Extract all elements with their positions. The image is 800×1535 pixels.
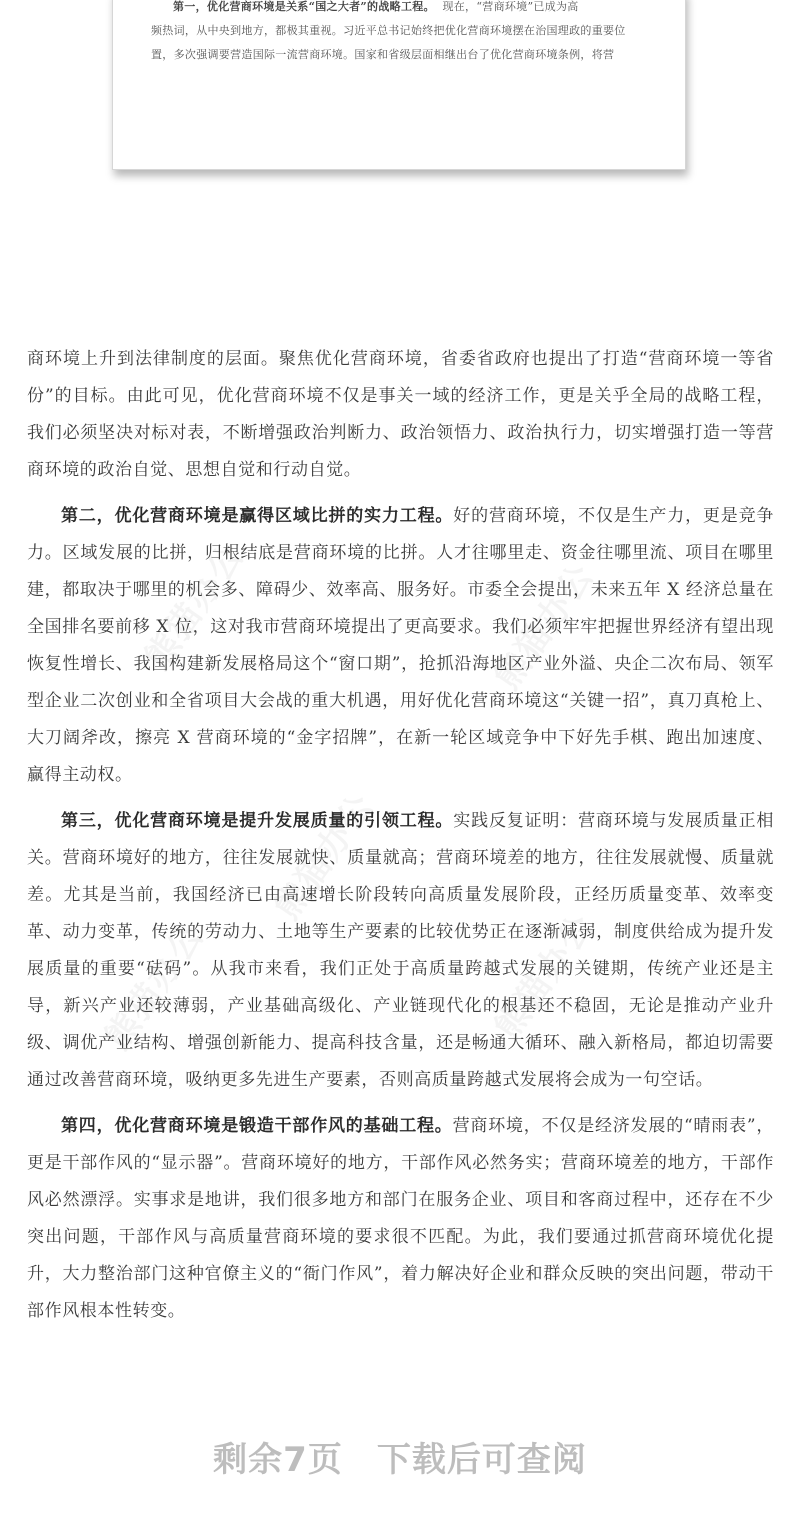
preview-text (151, 0, 647, 67)
preview-line-1-rest: 现在，“营商环境”已成为高 (442, 0, 579, 13)
watermark: 熊猫办公 (487, 906, 603, 1047)
point-4-heading: 第四，优化营商环境是锻造干部作风的基础工程。 (61, 1116, 453, 1136)
watermark: 熊猫办公 (487, 556, 603, 697)
paragraph-point-3 (27, 803, 774, 1099)
article-body (27, 341, 774, 1339)
watermark: 熊猫办公 (97, 916, 213, 1057)
preview-line-1 (151, 0, 647, 19)
point-3-body: 实践反复证明：营商环境与发展质量正相关。营商环境好的地方，往往发展就快、质量就高；营商环境差的地方，往往发展就慢、质量就差。尤其是当前，我国经济已由高速增长阶段转向高质量发展阶段，正经历质量变革、效率变革、动力变革，传统的劳动力、土地等生产要素的比较优势正在逐渐减弱，制度供给成为提升发展质量的重要“砝码”。从我市来看，我们正处于高质量跨越式发展的关键期，传统产业还是主导，新兴产业还较薄弱，产业基础高级化、产业链现代化的根基还不稳固，无论是推动产业升级、调优产业结构、增强创新能力、提高科技含量，还是畅通大循环、融入新格局，都迫切需要通过改善营商环境，吸纳更多先进生产要素，否则高质量跨越式发展将会成为一句空话。 (27, 811, 774, 1090)
preview-line-3: 置，多次强调要营造国际一流营商环境。国家和省级层面相继出台了优化营商环境条例，将营 (151, 48, 615, 61)
point-2-heading: 第二，优化营商环境是赢得区域比拼的实力工程。 (61, 506, 454, 526)
preview-line-2: 频热词，从中央到地方，都极其重视。习近平总书记始终把优化营商环境摆在治国理政的重要位 (151, 24, 626, 37)
paragraph-point-2 (27, 498, 774, 794)
watermark: 熊猫办公 (137, 536, 253, 677)
document-preview-card (112, 0, 686, 170)
point-2-body: 好的营商环境，不仅是生产力，更是竞争力。区域发展的比拼，归根结底是营商环境的比拼。人才往哪里走、资金往哪里流、项目在哪里建，都取决于哪里的机会多、障碍少、效率高、服务好。市委全会提出，未来五年 X 经济总量在全国排名要前移 X 位，这对我市营商环境提出了更高要求。我们必须牢牢把握世界经济有望出现恢复性增长、我国构建新发展格局这个“窗口期”，抢抓沿海地区产业外溢、央企二次布局、领军型企业二次创业和全省项目大会战的重大机遇，用好优化营商环境这“关键一招”，真刀真枪上、大刀阔斧改，擦亮 X 营商环境的“金字招牌”，在新一轮区域竞争中下好先手棋、跑出加速度、赢得主动权。 (27, 506, 774, 785)
watermark: 熊猫办公 (267, 786, 383, 927)
point-3-heading: 第三，优化营商环境是提升发展质量的引领工程。 (61, 811, 454, 831)
point-4-body: 营商环境，不仅是经济发展的“晴雨表”，更是干部作风的“显示器”。营商环境好的地方，干部作风必然务实；营商环境差的地方，干部作风必然漂浮。实事求是地讲，我们很多地方和部门在服务企业、项目和客商过程中，还存在不少突出问题，干部作风与高质量营商环境的要求很不匹配。为此，我们要通过抓营商环境优化提升，大力整治部门这种官僚主义的“衙门作风”，着力解决好企业和群众反映的突出问题，带动干部作风根本性转变。 (27, 1116, 774, 1321)
preview-lead: 第一，优化营商环境是关系“国之大者”的战略工程。 (173, 0, 435, 13)
remaining-pages-text: 剩余7页 (213, 1440, 343, 1480)
download-hint-text: 下载后可查阅 (376, 1440, 587, 1480)
paragraph-continued: 商环境上升到法律制度的层面。聚焦优化营商环境，省委省政府也提出了打造“营商环境一等省份”的目标。由此可见，优化营商环境不仅是事关一域的经济工作，更是关乎全局的战略工程，我们必须坚决对标对表，不断增强政治判断力、政治领悟力、政治执行力，切实增强打造一等营商环境的政治自觉、思想自觉和行动自觉。 (27, 349, 774, 480)
paragraph-point-4 (27, 1108, 774, 1330)
download-prompt[interactable] (0, 1432, 800, 1481)
